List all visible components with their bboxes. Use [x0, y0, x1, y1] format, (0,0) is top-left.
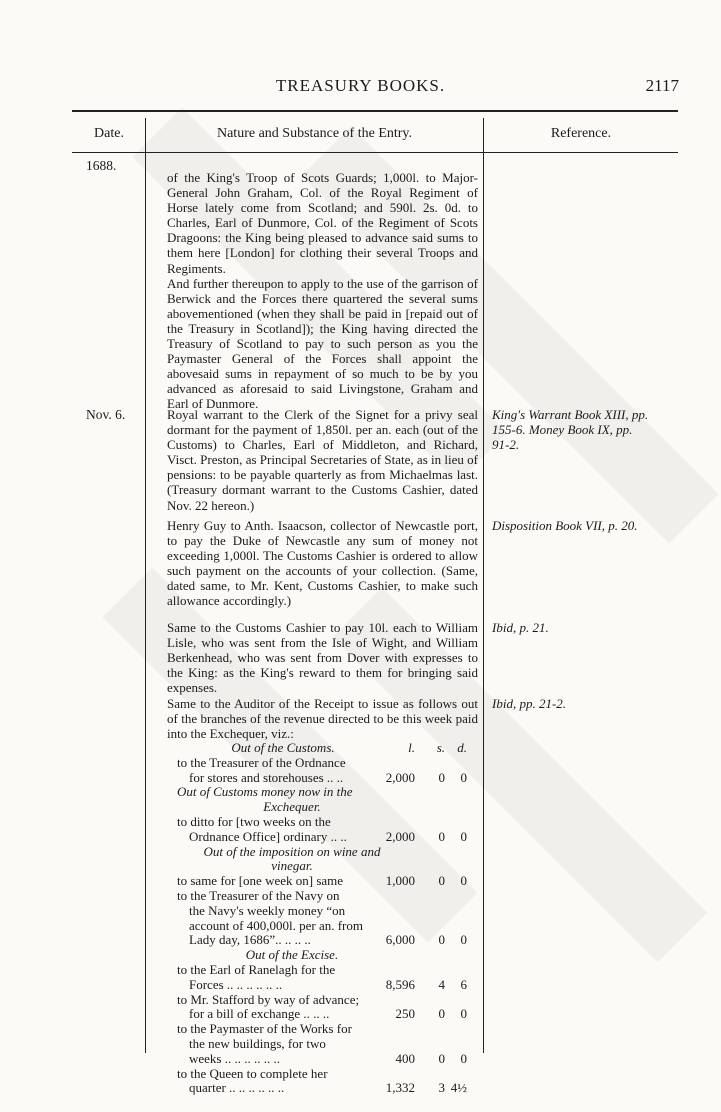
account-item-line: Lady day, 1686”.. .. .. ..	[189, 932, 311, 948]
amount-d: 0	[460, 1050, 467, 1066]
account-item-line: to same for [one week on] same	[177, 873, 344, 889]
amount-l: 250	[395, 1006, 415, 1022]
currency-header-s: s.	[436, 740, 445, 755]
account-item-line: to the Earl of Ranelagh for the	[177, 961, 336, 977]
account-heading: Out of the imposition on wine and	[203, 843, 381, 859]
entry-reference: Disposition Book VII, p. 20.	[492, 518, 638, 533]
entry-paragraph: Royal warrant to the Clerk of the Signet for a privy seal dormant for the payment of 1,850l. per an. each (out of the Customs) to Charles, Earl of Middleton, and Richard, Visct. Preston, as Principal Secretaries of State, as in lieu of pensions: to be payable quarterly as from Michaelmas last. (Treasury dormant warrant to the Customs Cashier, dated Nov. 22 hereon.)	[167, 407, 478, 513]
amount-s: 0	[438, 828, 445, 844]
entry-date: Nov. 6.	[86, 407, 126, 422]
page-number: 2117	[645, 76, 679, 95]
account-item-line: Ordnance Office] ordinary .. ..	[189, 828, 347, 844]
column-header-reference: Reference.	[550, 126, 612, 141]
amount-l: 1,332	[385, 1080, 415, 1096]
amount-d: 6	[460, 976, 467, 992]
account-heading: Out of the Customs.	[231, 740, 335, 755]
entry-text	[153, 518, 478, 609]
running-title: TREASURY BOOKS.	[275, 76, 446, 95]
amount-l: 8,596	[385, 976, 415, 992]
account-item-line: the new buildings, for two	[189, 1035, 326, 1051]
entry-reference: King's Warrant Book XIII, pp. 155-6. Money Book IX, pp. 91-2.	[492, 407, 649, 452]
amount-s: 3	[438, 1080, 445, 1096]
entry-paragraph: Same to the Customs Cashier to pay 10l. each to William Lisle, who was sent from the Isle of Wight, and William Berkenhead, who was sent from Dover with expresses to the King: as the King's reward to them for bringing said expenses.	[167, 620, 478, 696]
entry-paragraph: Henry Guy to Anth. Isaacson, collector of Newcastle port, to pay the Duke of Newcastle any sum of money not exceeding 1,000l. The Customs Cashier is ordered to allow such payment on the accounts of your collection. (Same, dated same, to Mr. Kent, Customs Cashier, to make such allowance accordingly.)	[167, 518, 478, 609]
amount-s: 0	[438, 1050, 445, 1066]
amount-s: 0	[438, 769, 445, 785]
account-heading: Out of Customs money now in the	[177, 784, 353, 800]
entry-text	[153, 407, 478, 513]
amount-s: 0	[438, 932, 445, 948]
entry-paragraph: And further thereupon to apply to the use of the garrison of Berwick and the Forces there quartered the several sums abovementioned (when they shall be paid in [repaid out of the Treasury in Scotland]); the King having directed the Treasury of Scotland to pay to such person as you the Paymaster General of the Forces shall appoint the abovesaid sums in repayment of so much to be by you advanced as aforesaid to said Livingstone, Graham and Earl of Dunmore.	[167, 275, 478, 412]
account-heading: Exchequer.	[263, 799, 321, 815]
account-item-line: to the Treasurer of the Navy on	[177, 887, 340, 903]
account-item-line: weeks .. .. .. .. .. ..	[189, 1050, 280, 1066]
entry-reference: Ibid, pp. 21-2.	[492, 696, 567, 711]
account-item-line: to the Treasurer of the Ordnance	[177, 754, 346, 770]
amount-l: 2,000	[385, 828, 415, 844]
account-item-line: to ditto for [two weeks on the	[177, 813, 331, 829]
account-item-line: to the Queen to complete her	[177, 1065, 328, 1081]
account-item-line: Forces .. .. .. .. .. ..	[189, 976, 283, 992]
entry-paragraph: of the King's Troop of Scots Guards; 1,000l. to Major-General John Graham, Col. of the Royal Regiment of Horse lately come from Scotland; and 590l. 2s. 0d. to Charles, Earl of Dunmore, Col. of the Regiment of Scots Dragoons: the King being pleased to advance said sums to them here [London] for clothing their several Troops and Regiments.	[167, 170, 478, 276]
amount-d: 0	[460, 828, 467, 844]
header-rule	[72, 152, 678, 153]
amount-s: 0	[438, 873, 445, 889]
amount-d: 0	[460, 769, 467, 785]
currency-header-d: d.	[457, 740, 467, 755]
entry-paragraph: Same to the Auditor of the Receipt to issue as follows out of the branches of the revenue directed to be this week paid into the Exchequer, viz.:	[167, 696, 478, 742]
account-heading: Out of the Excise.	[245, 947, 339, 963]
account-heading: vinegar.	[271, 858, 313, 874]
account-item-line: for stores and storehouses .. ..	[189, 769, 344, 785]
column-header-date: Date.	[94, 126, 124, 141]
column-divider-left	[145, 118, 146, 1053]
account-item-line: the Navy's weekly money “on	[189, 902, 346, 918]
amount-s: 4	[438, 976, 445, 992]
account-item-line: account of 400,000l. per an. from	[189, 917, 364, 933]
column-divider-right	[483, 118, 484, 1053]
amount-d: 0	[460, 932, 467, 948]
amount-d: 0	[460, 873, 467, 889]
account-item-line: to the Paymaster of the Works for	[177, 1021, 352, 1037]
account-item-line: for a bill of exchange .. .. ..	[189, 1006, 330, 1022]
entry-text	[153, 620, 478, 695]
amount-l: 1,000	[385, 873, 415, 889]
amount-d: 0	[460, 1006, 467, 1022]
top-rule	[72, 110, 678, 112]
entry-text	[153, 696, 478, 741]
entry-date: 1688.	[86, 158, 117, 173]
amount-l: 2,000	[385, 769, 415, 785]
currency-header-l: l.	[408, 740, 415, 755]
account-table	[153, 741, 483, 1096]
entry-text	[153, 170, 478, 412]
account-item-line: to Mr. Stafford by way of advance;	[177, 991, 360, 1007]
amount-l: 400	[395, 1050, 415, 1066]
entry-reference: Ibid, p. 21.	[492, 620, 549, 635]
column-header-nature: Nature and Substance of the Entry.	[216, 126, 413, 141]
amount-d: 4½	[450, 1080, 467, 1096]
amount-s: 0	[438, 1006, 445, 1022]
amount-l: 6,000	[385, 932, 415, 948]
account-item-line: quarter .. .. .. .. .. ..	[189, 1080, 285, 1096]
